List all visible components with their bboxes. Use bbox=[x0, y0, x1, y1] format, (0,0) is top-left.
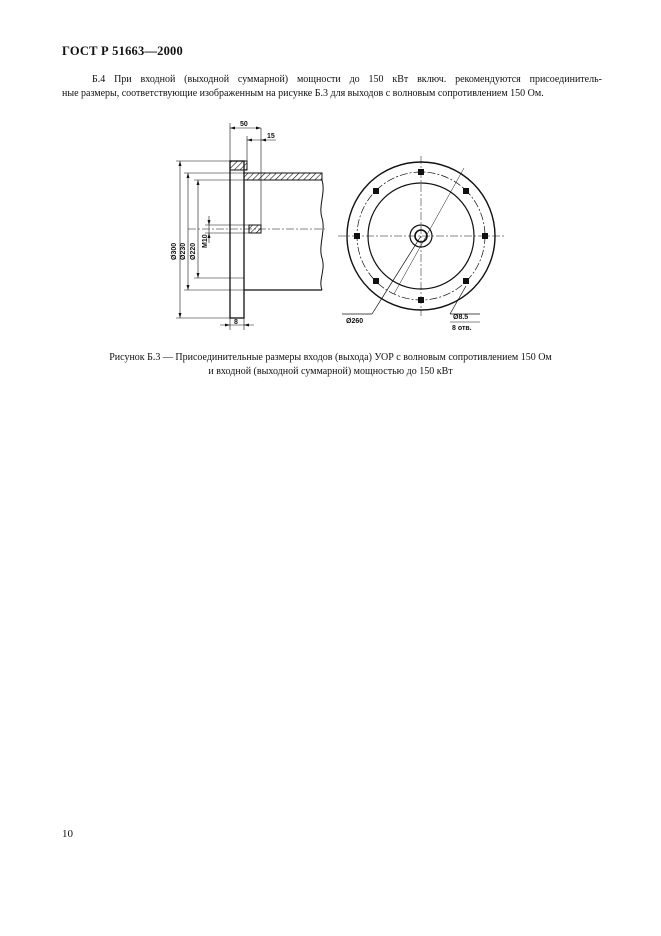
leader-hole bbox=[450, 286, 466, 314]
flange-plate bbox=[230, 161, 244, 318]
technical-drawing bbox=[150, 118, 510, 343]
dim-d220: Ø220 bbox=[190, 242, 197, 260]
flange-lip bbox=[230, 161, 247, 170]
page-number: 10 bbox=[62, 828, 73, 840]
caption-line-2: и входной (выходной суммарной) мощностью до 150 кВт bbox=[208, 366, 453, 377]
leader-d260 bbox=[372, 236, 421, 314]
front-view bbox=[338, 156, 504, 316]
bolt-hole-left bbox=[354, 233, 360, 239]
paragraph-line-2: ные размеры, соответствующие изображенным на рисунке Б.3 для выходов с волновым сопротивлением 150 Ом. bbox=[62, 88, 544, 99]
paragraph-b4 bbox=[62, 73, 602, 101]
bolt-hole-bottom bbox=[418, 297, 424, 303]
bolt-hole-bottom-left bbox=[373, 278, 379, 284]
bolt-hole-top-left bbox=[373, 188, 379, 194]
paragraph-line-1: Б.4 При входной (выходной суммарной) мощности до 150 кВт включ. рекомендуются присоединитель- bbox=[92, 74, 602, 85]
dim-hole-count: 8 отв. bbox=[452, 325, 472, 332]
bolt-hole-top-right bbox=[463, 188, 469, 194]
dim-d260: Ø260 bbox=[346, 318, 364, 325]
document-header: ГОСТ Р 51663—2000 bbox=[62, 44, 183, 58]
bolt-hole-top bbox=[418, 169, 424, 175]
dim-8: 8 bbox=[234, 319, 238, 326]
tube-wall-hatched bbox=[244, 173, 322, 180]
section-view bbox=[176, 123, 325, 330]
diagonal-centerline bbox=[394, 168, 464, 294]
bolt-hole-bottom-right bbox=[463, 278, 469, 284]
dim-hole-diameter: Ø8.5 bbox=[453, 314, 469, 321]
dim-d230: Ø230 bbox=[180, 242, 187, 260]
dim-50: 50 bbox=[240, 121, 248, 128]
dim-m10: M10 bbox=[202, 234, 209, 248]
figure-caption bbox=[60, 351, 601, 379]
caption-line-1: Рисунок Б.3 — Присоединительные размеры входов (выхода) УОР с волновым сопротивлением 150 Ом bbox=[109, 352, 552, 363]
dim-15: 15 bbox=[267, 133, 275, 140]
bolt-hole-right bbox=[482, 233, 488, 239]
break-line bbox=[321, 180, 323, 290]
dim-d300: Ø300 bbox=[171, 242, 178, 260]
